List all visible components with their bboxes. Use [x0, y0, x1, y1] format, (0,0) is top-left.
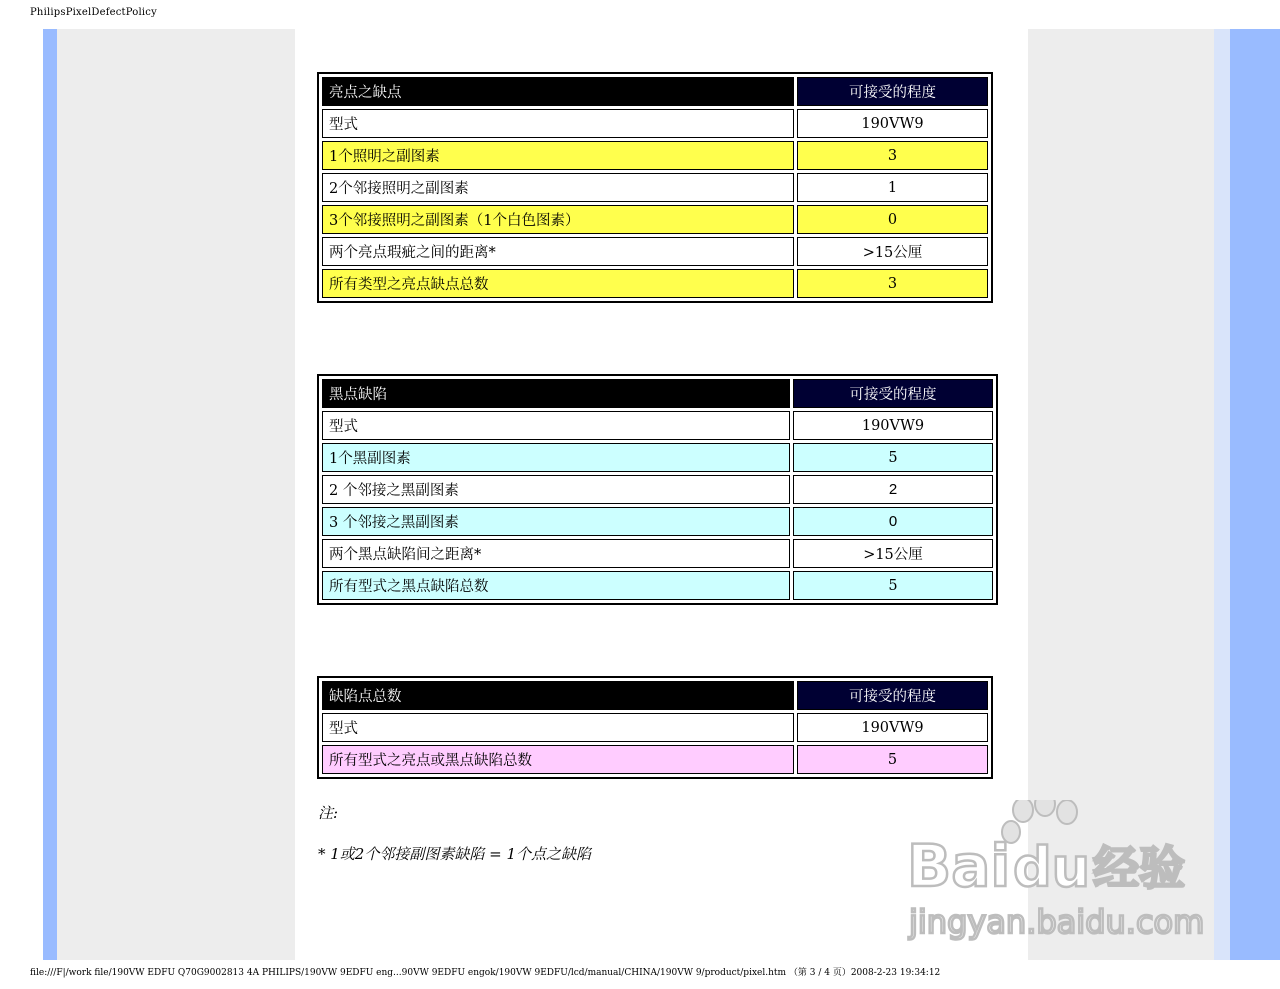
row-value: 190VW9	[793, 411, 993, 440]
dark-dot-table	[317, 374, 998, 605]
row-label: 1个照明之副图素	[322, 141, 794, 170]
total-defect-table	[317, 676, 993, 779]
watermark-brand2: du	[1013, 836, 1091, 899]
table-row	[322, 205, 988, 234]
table-header-row	[322, 77, 988, 106]
row-value: 1	[797, 173, 988, 202]
table-row	[322, 443, 993, 472]
table-row	[322, 411, 993, 440]
bright-dot-table	[317, 72, 993, 303]
table-row	[322, 109, 988, 138]
table-header-label: 缺陷点总数	[322, 681, 794, 710]
row-value: 5	[793, 443, 993, 472]
row-label: 两个亮点瑕疵之间的距离*	[322, 237, 794, 266]
row-value: >15公厘	[797, 237, 988, 266]
row-value: 3	[797, 269, 988, 298]
table-row	[322, 713, 988, 742]
left-gray-panel	[57, 29, 295, 960]
row-value: 190VW9	[797, 713, 988, 742]
table-header-label: 亮点之缺点	[322, 77, 794, 106]
row-label: 型式	[322, 109, 794, 138]
notes-title: 注:	[318, 804, 339, 822]
row-label: 所有型式之亮点或黑点缺陷总数	[322, 745, 794, 774]
table-row	[322, 507, 993, 536]
row-label: 所有类型之亮点缺点总数	[322, 269, 794, 298]
watermark-cn: 经验	[1093, 841, 1185, 895]
table-header-row	[322, 379, 993, 408]
table-row	[322, 141, 988, 170]
row-value: 3	[797, 141, 988, 170]
row-value: 2	[793, 475, 993, 504]
row-value: 190VW9	[797, 109, 988, 138]
table-header-row	[322, 681, 988, 710]
row-value: 0	[793, 507, 993, 536]
watermark-url: jingyan.baidu.com	[909, 903, 1205, 941]
table-row	[322, 237, 988, 266]
page-footer-text: file:///F|/work file/190VW EDFU Q70G9002813 4A PHILIPS/190VW 9EDFU eng...90VW 9EDFU engok/190VW 9EDFU/lcd/manual/CHINA/190VW 9/product/pixel.htm （第 3 / 4 页）2008-2-23 19:34:12	[30, 968, 941, 978]
row-label: 型式	[322, 713, 794, 742]
page-header-text: PhilipsPixelDefectPolicy	[30, 7, 157, 18]
table-row	[322, 269, 988, 298]
table-row	[322, 571, 993, 600]
notes-line: * 1或2个邻接副图素缺陷 = 1个点之缺陷	[318, 845, 592, 863]
table-row	[322, 745, 988, 774]
table-header-value: 可接受的程度	[797, 77, 988, 106]
row-value: 5	[797, 745, 988, 774]
table-header-value: 可接受的程度	[793, 379, 993, 408]
row-label: 所有型式之黑点缺陷总数	[322, 571, 790, 600]
row-value: >15公厘	[793, 539, 993, 568]
row-label: 2个邻接照明之副图素	[322, 173, 794, 202]
watermark-brand: Bai	[907, 832, 1011, 900]
row-label: 1个黑副图素	[322, 443, 790, 472]
row-label: 2 个邻接之黑副图素	[322, 475, 790, 504]
row-label: 3 个邻接之黑副图素	[322, 507, 790, 536]
row-label: 3个邻接照明之副图素（1个白色图素）	[322, 205, 794, 234]
table-header-value: 可接受的程度	[797, 681, 988, 710]
row-value: 5	[793, 571, 993, 600]
table-row	[322, 173, 988, 202]
baidu-watermark-logo	[905, 800, 1205, 945]
right-blue-bar	[1230, 29, 1280, 960]
table-row	[322, 539, 993, 568]
row-label: 两个黑点缺陷间之距离*	[322, 539, 790, 568]
left-blue-bar	[43, 29, 57, 960]
table-header-label: 黑点缺陷	[322, 379, 790, 408]
row-label: 型式	[322, 411, 790, 440]
row-value: 0	[797, 205, 988, 234]
table-row	[322, 475, 993, 504]
